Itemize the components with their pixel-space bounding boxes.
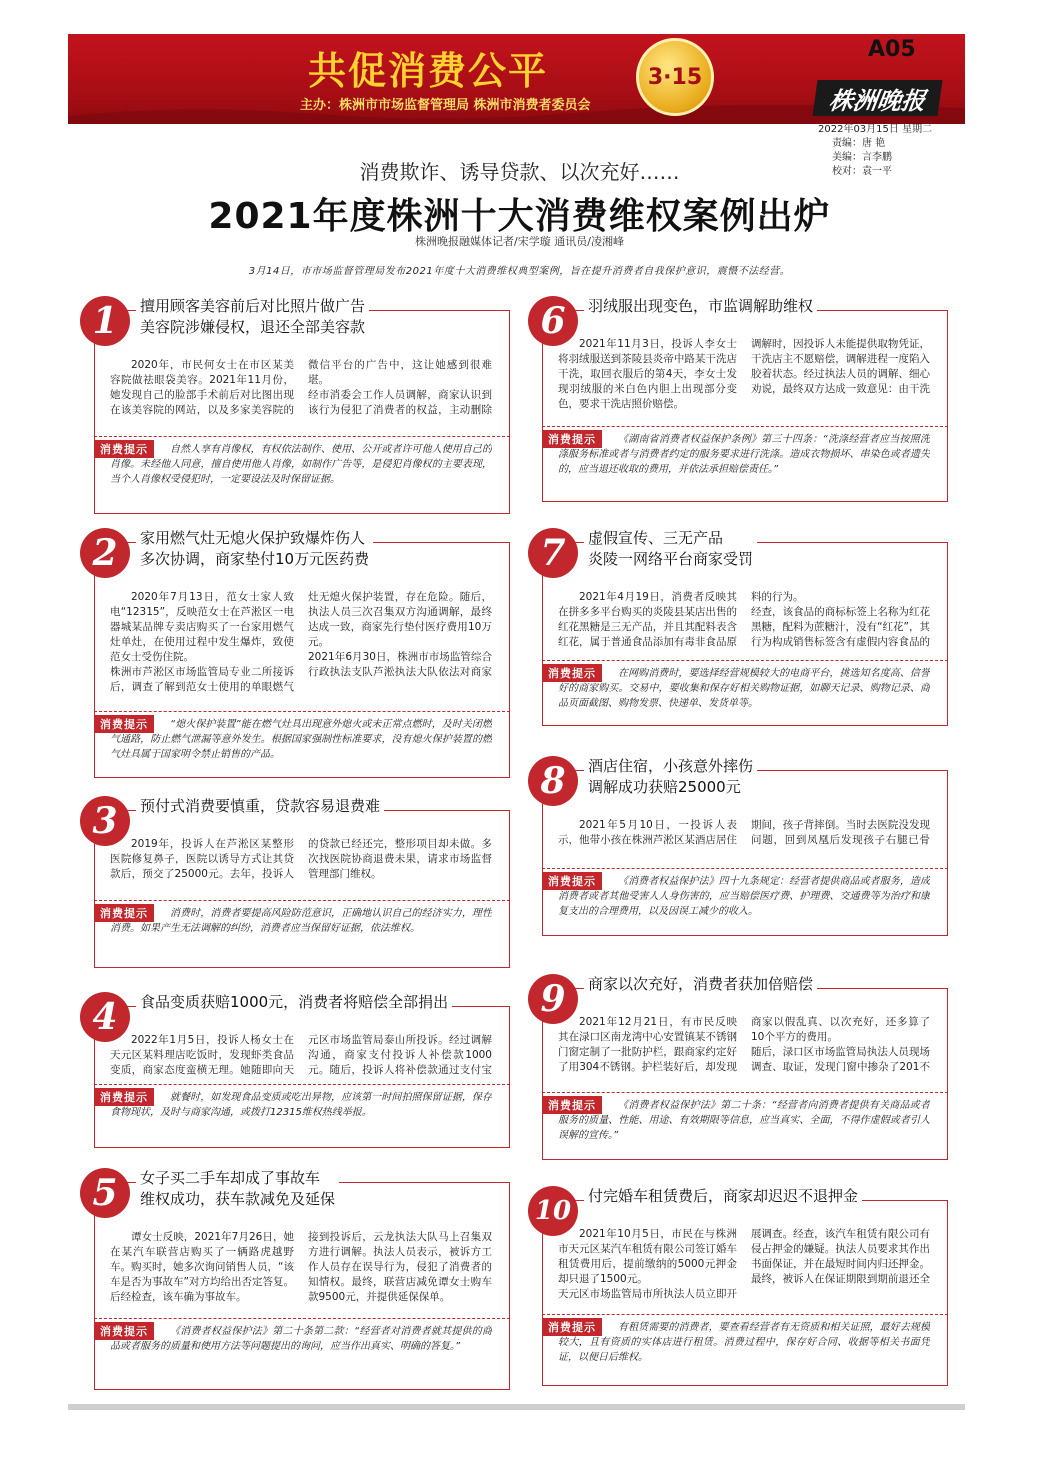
tip-divider: [94, 1084, 510, 1085]
case-title: 食品变质获赔1000元，消费者将赔偿全部捐出: [136, 992, 452, 1013]
case-body: 2021年10月5日，市民在与株洲市天元区某汽车租赁有限公司签订婚车租赁费用后，提前缴纳的5000元押金却只退了1500元。 天元区市场监管局市所执法人员立即开展调查。经查，该汽车租赁有限公司有侵占押金的嫌疑。执法人员要求其作出书面保证，并在最短时间内归还押金。最终，被诉人在保证期限到期前退还全: [558, 1228, 930, 1300]
case-tip: 就餐时，如发现食品变质或吃出异物，应该第一时间拍照保留证据，保存食物现状，及时与商家沟通，或拨打12315维权热线举报。: [110, 1092, 492, 1118]
editor-credit: 责编：唐 艳: [832, 138, 886, 149]
tip-divider: [94, 711, 510, 712]
tip-divider: [94, 1318, 510, 1319]
sponsor-line: 主办：株洲市市场监督管理局 株洲市消费者委员会: [300, 98, 591, 113]
case-number: 3: [80, 796, 130, 846]
case-title: 家用燃气灶无熄火保护致爆炸伤人 多次协调，商家垫付10万元医药费: [136, 528, 373, 570]
tip-divider: [542, 1092, 948, 1093]
case-tip: 《消费者权益保护法》第二十条第二款：“经营者对消费者就其提供的商品或者服务的质量和使用方法等问题提出的询问，应当作出真实、明确的答复。”: [110, 1326, 492, 1352]
bottom-divider: [68, 1404, 965, 1410]
case-body: 2021年12月21日，有市民反映其在渌口区南龙湾中心安置镇某不锈钢门窗定制了一批防护栏，跟商家约定好了用304不锈钢。护栏装好后，却发现商家以假乱真、以次充好，还多算了10个平方的费用。 随后，渌口区市场监管局执法人员现场调查、取证，发现门窗中掺杂了201不: [558, 1016, 930, 1073]
case-title: 女子买二手车却成了事故车 维权成功，获车款减免及延保: [136, 1168, 339, 1210]
case-title: 擅用顾客美容前后对比照片做广告 美容院涉嫌侵权，退还全部美容款: [136, 296, 369, 338]
case-body: 2021年11月3日，投诉人李女士将羽绒服送到茶陵县炎帝中路某干洗店干洗，取回衣服后的第4天，李女士发现羽绒服的米白色内胆上出现部分变色，要求干洗店照价赔偿。 调解时，因投诉人未能提供取物凭证，干洗店主不愿赔偿，调解进程一度陷入胶着状态。经过执法人员的调解、细心劝说，最终双方达成一致意见：由干洗: [558, 338, 930, 410]
case-body: 2020年7月13日，范女士家人致电“12315”，反映范女士在芦淞区一电器城某品牌专卖店购买了一台家用燃气灶单灶，在使用过程中发生爆炸，致使范女士受伤住院。 株洲市芦淞区市场监管局专业二所接诉后，调查了解到范女士使用的单眼燃气灶无熄火保护装置，存在危险。随后，执法人员三次召集双方沟通调解，最终达成一致，商家先行垫付医疗费用10万元。 2021年6月30日，株洲市市场监管综合行政执法支队芦淞执法大队依法对商家: [110, 591, 492, 693]
tip-divider: [542, 660, 948, 661]
tip-label: 消费提示: [542, 872, 602, 890]
case-body: 2021年4月19日，消费者反映其在拼多多平台购买的炎陵县某店出售的红花黑糖是三无产品，并且其配料表含红花，属于普通食品添加有毒非食品原料的行为。 经查，该食品的商标标签上名称为红花黑糖，配料为蔗糖汁，没有“红花”，其行为构成销售标签含有虚假内容食品的: [558, 591, 930, 648]
case-number: 5: [80, 1168, 130, 1218]
case-number: 8: [528, 756, 578, 806]
tip-label: 消费提示: [94, 1322, 154, 1340]
consumer-day-badge: 3·15: [636, 38, 714, 116]
case-number: 4: [80, 992, 130, 1042]
case-tip: 有租赁需要的消费者，要查看经营者有无资质和相关证照，最好去规模较大，且有资质的实体店进行租赁。消费过程中，保存好合同、收据等相关书面凭证，以便日后维权。: [558, 1322, 930, 1363]
tip-divider: [94, 900, 510, 901]
tip-label: 消费提示: [94, 440, 154, 458]
tip-label: 消费提示: [542, 1318, 602, 1336]
article-byline: 株洲晚报融媒体记者/宋学璇 通讯员/凌湘峰: [415, 235, 624, 248]
case-6: [528, 296, 948, 502]
case-number: 7: [528, 528, 578, 578]
designer-credit: 美编：言李鹏: [832, 152, 892, 163]
case-tip: “熄火保护装置”能在燃气灶具出现意外熄火或未正常点燃时，及时关闭燃气通路，防止燃气泄漏等意外发生。根据国家强制性标准要求，没有熄火保护装置的燃气灶具属于国家明令禁止销售的产品。: [110, 719, 492, 760]
tip-label: 消费提示: [94, 715, 154, 733]
case-body: 2021年5月10日，一投诉人表示，他带小孩在株洲芦淞区某酒店居住期间，孩子背摔倒。当时去医院没发现问题，回到凤凰后发现孩子右腿已骨: [558, 819, 930, 846]
case-3: [80, 796, 510, 968]
case-tip: 在网购消费时，要选择经营规模较大的电商平台，挑选知名度高、信誉好的商家购买。交易中，要收集和保存好相关购物证据，如聊天记录、购物记录、商品页面截图、购物发票、快递单、发货单等。: [558, 668, 930, 709]
case-number: 1: [80, 296, 130, 346]
case-body: 2022年1月5日，投诉人杨女士在天元区某料理店吃饭时，发现虾类食品变质，商家态度蛮横无理。她随即向天元区市场监管局泰山所投诉。经过调解沟通，商家支付投诉人补偿款1000元。随后，投诉人将补偿款通过支付宝: [110, 1034, 492, 1076]
case-body: 2020年，市民何女士在市区某美容院做祛眼袋美容。2021年11月份，她发现自己的脸部手术前后对比图出现在该美容院的网站，以及多家美容院的微信平台的广告中，这让她感到很难堪。 经市消委会工作人员调解，商家认识到该行为侵犯了消费者的权益，主动删除: [110, 359, 492, 416]
newspaper-logo: 株洲晚报: [812, 80, 942, 116]
article-headline: 2021年度株洲十大消费维权案例出炉: [208, 196, 831, 237]
tip-divider: [542, 1314, 948, 1315]
tip-divider: [542, 868, 948, 869]
case-title: 付完婚车租赁费后，商家却迟迟不退押金: [584, 1186, 862, 1207]
tip-label: 消费提示: [94, 1088, 154, 1106]
tip-label: 消费提示: [542, 664, 602, 682]
case-5: [80, 1168, 510, 1390]
case-title: 酒店住宿，小孩意外摔伤 调解成功获赔25000元: [584, 756, 757, 798]
case-title: 羽绒服出现变色，市监调解助维权: [584, 296, 817, 317]
case-tip: 自然人享有肖像权，有权依法制作、使用、公开或者许可他人使用自己的肖像。未经他人同意，擅自使用他人肖像，如制作广告等，是侵犯肖像权的主要表现，当个人肖像权受侵犯时，一定要设法及时保留证据。: [110, 444, 492, 485]
case-2: [80, 528, 510, 778]
case-body: 谭女士反映，2021年7月26日，她在某汽车联营店购买了一辆路虎越野车。购买时，她多次询问销售人员，“该车是否为事故车”对方均给出否定答复。后经检查，该车确为事故车。 接到投诉后，云龙执法大队马上召集双方进行调解。执法人员表示，被诉方工作人员存在误导行为，侵犯了消费者的知情权。最终，联营店减免谭女士购车款9500元，并提供延保保单。: [110, 1231, 492, 1303]
tip-label: 消费提示: [542, 430, 602, 448]
case-1: [80, 296, 510, 514]
case-tip: 《湖南省消费者权益保护条例》第三十四条：“洗涤经营者应当按照洗涤服务标准或者与消费者约定的服务要求进行洗涤。造成衣物损坏、串染色或者遗失的，应当退还收取的费用，并依法承担赔偿责任。”: [558, 434, 930, 475]
case-number: 10: [528, 1186, 578, 1236]
case-10: [528, 1186, 948, 1386]
case-tip: 消费时，消费者要提高风险防范意识，正确地认识自己的经济实力，理性消费。如果产生无法调解的纠纷，消费者应当保留好证据，依法维权。: [110, 908, 492, 934]
case-number: 9: [528, 974, 578, 1024]
tip-label: 消费提示: [94, 904, 154, 922]
issue-date: 2022年03月15日 星期二: [818, 124, 933, 135]
case-title: 商家以次充好，消费者获加倍赔偿: [584, 974, 817, 995]
proofreader-credit: 校对：袁一平: [832, 166, 892, 177]
case-8: [528, 756, 948, 936]
article-subtitle: 消费欺诈、诱导贷款、以次充好……: [359, 160, 680, 184]
page-number: A05: [868, 37, 916, 62]
case-number: 2: [80, 528, 130, 578]
case-9: [528, 974, 948, 1160]
case-7: [528, 528, 948, 726]
case-body: 2019年，投诉人在芦淞区某整形医院修复鼻子，医院以诱导方式让其贷款后，预交了25000元。去年，投诉人的贷款已经还完，整形项目却未做。多次找医院协商退费未果，请求市场监督管理部门维权。: [110, 838, 492, 880]
case-4: [80, 992, 510, 1148]
tip-label: 消费提示: [542, 1096, 602, 1114]
case-title: 虚假宣传、三无产品 炎陵一网络平台商家受罚: [584, 528, 757, 570]
case-title: 预付式消费要慎重，贷款容易退费难: [136, 796, 384, 817]
tip-divider: [94, 436, 510, 437]
tip-divider: [542, 426, 948, 427]
case-number: 6: [528, 296, 578, 346]
case-tip: 《消费者权益保护法》第二十条：“经营者向消费者提供有关商品或者服务的质量、性能、用途、有效期限等信息，应当真实、全面，不得作虚假或者引人误解的宣传。”: [558, 1100, 930, 1141]
article-lead: 3月14日，市市场监督管理局发布2021年度十大消费维权典型案例，旨在提升消费者自我保护意识，震慑不法经营。: [248, 266, 791, 277]
section-title: 共促消费公平: [308, 49, 549, 93]
case-tip: 《消费者权益保护法》四十九条规定：经营者提供商品或者服务，造成消费者或者其他受害人人身伤害的，应当赔偿医疗费、护理费、交通费等为治疗和康复支出的合理费用，以及因误工减少的收入。: [558, 876, 930, 917]
